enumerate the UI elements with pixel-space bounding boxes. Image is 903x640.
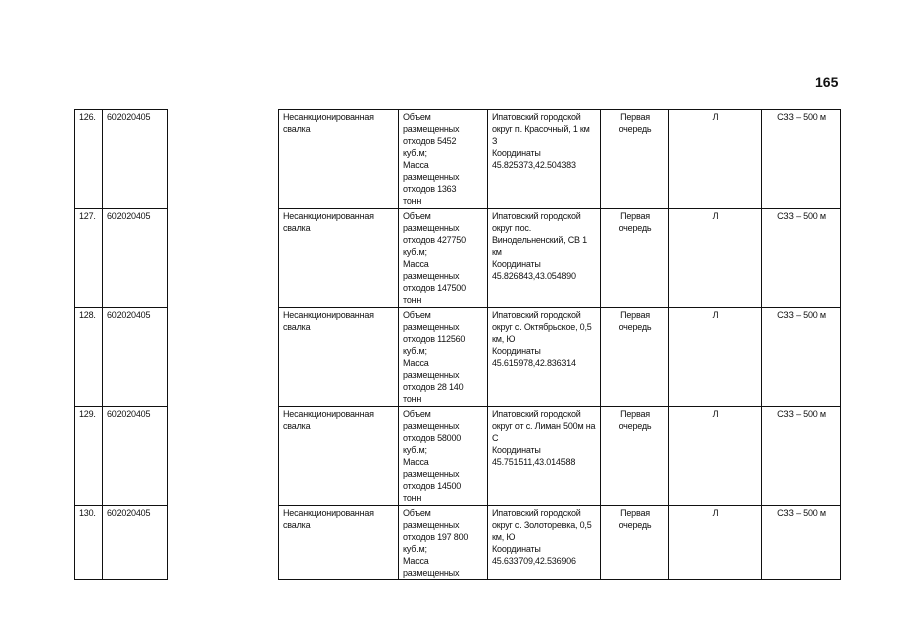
row-code: 602020405 (103, 209, 168, 308)
row-queue: Первая очередь (601, 209, 669, 308)
row-location: Ипатовский городской округ п. Красочный, 1 км З Координаты 45.825373,42.504383 (488, 110, 601, 209)
row-type: Несанкционированная свалка (279, 308, 399, 407)
row-number: 129. (75, 407, 103, 506)
row-location: Ипатовский городской округ от с. Лиман 500м на С Координаты 45.751511,43.014588 (488, 407, 601, 506)
row-class: Л (669, 407, 762, 506)
row-type: Несанкционированная свалка (279, 506, 399, 580)
row-code: 602020405 (103, 110, 168, 209)
row-zone: СЗЗ – 500 м (762, 209, 841, 308)
row-type: Несанкционированная свалка (279, 110, 399, 209)
row-volume: Объем размещенных отходов 112560 куб.м; Масса размещенных отходов 28 140 тонн (399, 308, 488, 407)
empty-column (168, 110, 279, 580)
row-class: Л (669, 506, 762, 580)
row-zone: СЗЗ – 500 м (762, 308, 841, 407)
row-queue: Первая очередь (601, 407, 669, 506)
row-class: Л (669, 209, 762, 308)
row-zone: СЗЗ – 500 м (762, 407, 841, 506)
waste-sites-table (74, 109, 841, 580)
row-queue: Первая очередь (601, 110, 669, 209)
row-zone: СЗЗ – 500 м (762, 506, 841, 580)
row-number: 126. (75, 110, 103, 209)
row-location: Ипатовский городской округ пос. Винодельненский, СВ 1 км Координаты 45.826843,43.054890 (488, 209, 601, 308)
row-code: 602020405 (103, 407, 168, 506)
row-code: 602020405 (103, 308, 168, 407)
row-number: 127. (75, 209, 103, 308)
row-volume: Объем размещенных отходов 427750 куб.м; Масса размещенных отходов 147500 тонн (399, 209, 488, 308)
row-number: 130. (75, 506, 103, 580)
row-queue: Первая очередь (601, 506, 669, 580)
row-number: 128. (75, 308, 103, 407)
table-row (75, 110, 841, 209)
row-volume: Объем размещенных отходов 58000 куб.м; Масса размещенных отходов 14500 тонн (399, 407, 488, 506)
row-volume: Объем размещенных отходов 197 800 куб.м; Масса размещенных (399, 506, 488, 580)
row-class: Л (669, 308, 762, 407)
row-volume: Объем размещенных отходов 5452 куб.м; Масса размещенных отходов 1363 тонн (399, 110, 488, 209)
page-number: 165 (815, 74, 839, 90)
row-location: Ипатовский городской округ с. Октябрьское, 0,5 км, Ю Координаты 45.615978,42.836314 (488, 308, 601, 407)
row-type: Несанкционированная свалка (279, 407, 399, 506)
row-queue: Первая очередь (601, 308, 669, 407)
row-type: Несанкционированная свалка (279, 209, 399, 308)
row-location: Ипатовский городской округ с. Золоторевка, 0,5 км, Ю Координаты 45.633709,42.536906 (488, 506, 601, 580)
row-zone: СЗЗ – 500 м (762, 110, 841, 209)
row-class: Л (669, 110, 762, 209)
row-code: 602020405 (103, 506, 168, 580)
